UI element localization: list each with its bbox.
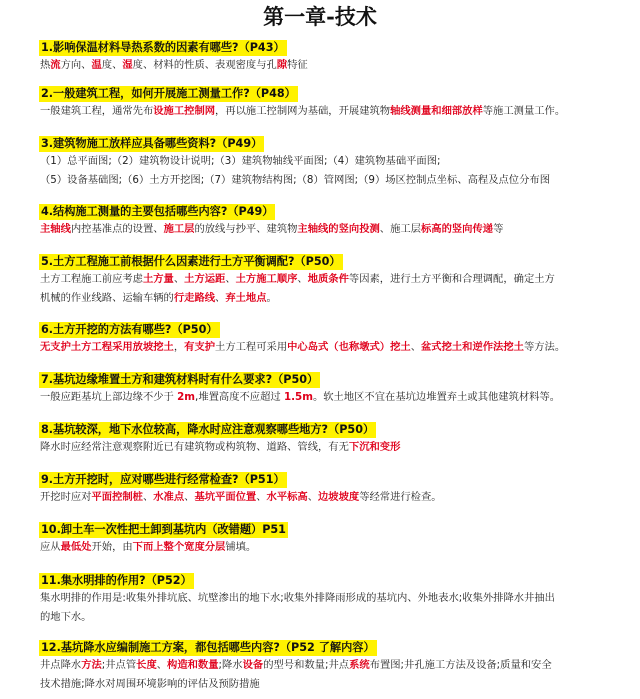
answer-text: 特征 (287, 59, 308, 71)
answer-line (40, 438, 612, 457)
answer-text: ， (173, 341, 185, 353)
emphasized-text: 边坡坡度 (318, 491, 360, 503)
answer-10 (40, 538, 612, 557)
emphasized-text: 土方量 (142, 273, 174, 285)
answer-text: 、 (173, 273, 185, 285)
answer-8 (40, 438, 612, 457)
emphasized-text: 中心岛式（也称墩式）挖土 (287, 341, 411, 353)
emphasized-text: 湿 (122, 59, 133, 71)
emphasized-text: 1.5m (283, 391, 313, 403)
emphasized-text: 下沉和变形 (348, 441, 401, 453)
question-6: 6.土方开挖的方法有哪些?（P50） (41, 323, 218, 336)
emphasized-text: 温 (91, 59, 102, 71)
answer-text: 等施工测量工作。 (482, 105, 566, 117)
answer-text: 的型号和数量;井点 (263, 659, 350, 671)
answer-text: （5）设备基础图;（6）土方开挖图;（7）建筑物结构图;（8）管网图;（9）场区控制点坐标、高程及点位分布图 (40, 174, 550, 186)
question-5: 5.土方工程施工前根据什么因素进行土方平衡调配?（P50） (41, 255, 341, 268)
chapter-title: 第一章-技术 (263, 4, 377, 29)
answer-line (40, 56, 612, 75)
answer-5 (40, 270, 612, 308)
answer-line (40, 270, 612, 289)
answer-text: 、 (410, 341, 421, 353)
answer-line (40, 608, 612, 627)
emphasized-text: 盆式挖土和逆作法挖土 (420, 341, 524, 353)
answer-text: 集水明排的作用是:收集外排坑底、坑壁渗出的地下水;收集外排降雨形成的基坑内、外地表水;收集外排降水井抽出 (40, 592, 555, 604)
answer-text: （1）总平面图;（2）建筑物设计说明;（3）建筑物轴线平面图;（4）建筑物基础平面图; (40, 155, 441, 167)
answer-text: 热 (40, 59, 51, 71)
answer-9 (40, 488, 612, 507)
answer-text: 土方工程可采用 (215, 341, 288, 353)
answer-text: 、 (184, 491, 195, 503)
answer-line (40, 152, 612, 171)
question-10: 10.卸土车一次性把土卸到基坑内（改错题）P51 (41, 523, 286, 536)
answer-text: 、施工层 (379, 223, 421, 235)
emphasized-text: 轴线测量和细部放样 (390, 105, 483, 117)
emphasized-text: 无支护土方工程采用放坡挖土 (40, 341, 174, 353)
answer-text: 、 (225, 273, 236, 285)
answer-text: 、 (307, 491, 319, 503)
emphasized-text: 主轴线的竖向投测 (297, 223, 380, 235)
answer-line (40, 220, 612, 239)
qa-item-12 (40, 636, 612, 694)
answer-text: 度、材料的性质、表观密度与孔 (132, 59, 277, 71)
answer-7 (40, 388, 612, 407)
answer-line (40, 388, 612, 407)
answer-1 (40, 56, 612, 75)
answer-text: ;井点管 (101, 659, 137, 671)
answer-text: 铺填。 (225, 541, 257, 553)
answer-6 (40, 338, 612, 357)
question-11: 11.集水明排的作用?（P52） (41, 574, 192, 587)
question-8: 8.基坑较深，地下水位较高，降水时应注意观察哪些地方?（P50） (41, 423, 375, 436)
answer-line (40, 589, 612, 608)
answer-text: ,堆置高度不应超过 (195, 391, 284, 403)
emphasized-text: 主轴线 (40, 223, 71, 235)
emphasized-text: 弃土地点 (225, 292, 267, 304)
qa-item-10 (40, 518, 612, 557)
answer-text: 布置图;井孔施工方法及设备;质量和安全 (369, 659, 552, 671)
answer-line (40, 675, 612, 694)
answer-text: 、 (142, 491, 154, 503)
answer-text: 等经常进行检查。 (359, 491, 442, 503)
answer-text: 。 (266, 292, 277, 304)
answer-12 (40, 656, 612, 694)
answer-text: 开挖时应对 (40, 491, 92, 503)
answer-text: 等因素，进行土方平衡和合理调配，确定土方 (348, 273, 555, 285)
emphasized-text: 平面控制桩 (91, 491, 143, 503)
emphasized-text: 行走路线 (173, 292, 216, 304)
answer-text: 机械的作业线路、运输车辆的 (40, 292, 174, 304)
emphasized-text: 水平标高 (266, 491, 308, 503)
qa-item-8 (40, 418, 612, 457)
emphasized-text: 施工层 (163, 223, 195, 235)
qa-item-11 (40, 569, 612, 627)
emphasized-text: 水准点 (153, 491, 185, 503)
question-2: 2.一般建筑工程，如何开展施工测量工作?（P48） (41, 87, 296, 100)
question-12: 12.基坑降水应编制施工方案，都包括哪些内容?（P52 了解内容） (41, 641, 375, 654)
qa-item-4 (40, 200, 612, 239)
question-9: 9.土方开挖时，应对哪些进行经常检查?（P51） (41, 473, 285, 486)
emphasized-text: 设备 (242, 659, 264, 671)
answer-line (40, 488, 612, 507)
emphasized-text: 土方运距 (184, 273, 226, 285)
question-1: 1.影响保温材料导热系数的因素有哪些?（P43） (41, 41, 285, 54)
answer-2 (40, 102, 612, 121)
emphasized-text: 流 (50, 59, 61, 71)
answer-text: 土方工程施工前应考虑 (40, 273, 143, 285)
answer-text: 方向、 (60, 59, 92, 71)
answer-11 (40, 589, 612, 627)
answer-text: ;降水 (218, 659, 243, 671)
answer-text: 等方法。 (523, 341, 566, 353)
qa-item-5 (40, 250, 612, 308)
emphasized-text: 设施工控制网 (153, 105, 216, 117)
answer-text: 度、 (101, 59, 123, 71)
qa-item-9 (40, 468, 612, 507)
qa-item-3 (40, 132, 612, 190)
emphasized-text: 基坑平面位置 (194, 491, 257, 503)
answer-line (40, 171, 612, 190)
emphasized-text: 2m (177, 391, 196, 403)
answer-3 (40, 152, 612, 190)
qa-item-2 (40, 82, 612, 121)
answer-text: 、 (297, 273, 308, 285)
qa-item-7 (40, 368, 612, 407)
answer-text: 、 (256, 491, 267, 503)
answer-text: 技术措施;降水对周围环境影响的评估及预防措施 (40, 678, 260, 690)
emphasized-text: 系统 (349, 659, 370, 671)
answer-text: 的地下水。 (40, 611, 92, 623)
answer-text: 的放线与抄平、建筑物 (194, 223, 298, 235)
answer-text: 、 (215, 292, 226, 304)
answer-text: 一般应距基坑上部边缘不少于 (40, 391, 178, 403)
answer-4 (40, 220, 612, 239)
emphasized-text: 隙 (276, 59, 288, 71)
qa-item-6 (40, 318, 612, 357)
answer-text: 、 (156, 659, 168, 671)
answer-text: 降水时应经常注意观察附近已有建筑物或构筑物、道路、管线，有无 (40, 441, 349, 453)
emphasized-text: 下而上整个宽度分层 (132, 541, 226, 553)
emphasized-text: 土方施工顺序 (235, 273, 298, 285)
answer-text: 等 (493, 223, 504, 235)
answer-line (40, 656, 612, 675)
answer-text: ，再以施工控制网为基础，开展建筑物 (215, 105, 391, 117)
answer-text: 。软土地区不宜在基坑边堆置弃土或其他建筑材料等。 (312, 391, 561, 403)
answer-text: 开始，由 (91, 541, 133, 553)
emphasized-text: 地质条件 (307, 273, 349, 285)
emphasized-text: 构造和数量 (167, 659, 219, 671)
answer-text: 内控基准点的设置、 (70, 223, 164, 235)
answer-text: 井点降水 (40, 659, 82, 671)
answer-text: 一般建筑工程，通常先布 (40, 105, 154, 117)
emphasized-text: 方法 (81, 659, 102, 671)
emphasized-text: 长度 (136, 659, 157, 671)
question-3: 3.建筑物施工放样应具备哪些资料?（P49） (41, 137, 263, 150)
answer-line (40, 538, 612, 557)
emphasized-text: 标高的竖向传递 (420, 223, 494, 235)
question-7: 7.基坑边缘堆置土方和建筑材料时有什么要求?（P50） (41, 373, 319, 386)
answer-line (40, 338, 612, 357)
emphasized-text: 最低处 (60, 541, 92, 553)
question-4: 4.结构施工测量的主要包括哪些内容?（P49） (41, 205, 274, 218)
qa-item-1 (40, 36, 612, 75)
answer-line (40, 102, 612, 121)
answer-line (40, 289, 612, 308)
emphasized-text: 有支护 (184, 341, 216, 353)
answer-text: 应从 (40, 541, 61, 553)
